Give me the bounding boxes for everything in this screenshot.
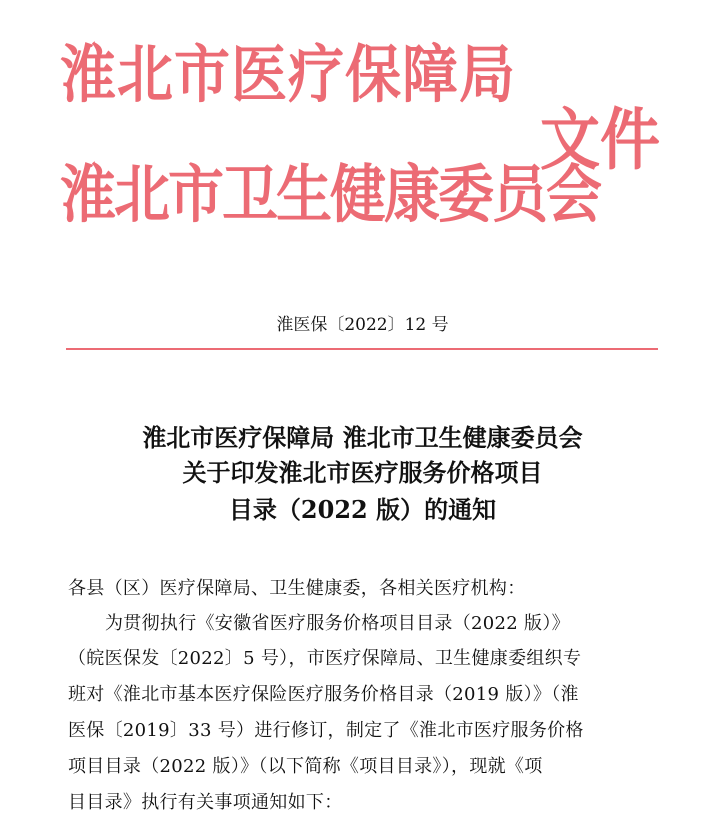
issuer-name-medical-security-bureau: 淮北市医疗保障局 (60, 38, 516, 112)
document-number: 淮医保〔2022〕12 号 (276, 315, 449, 335)
body-text-line: 项目目录（2022 版）》（以下简称《项目目录》），现就《项 (68, 756, 543, 777)
title-line-3: 目录（2022 版）的通知 (228, 495, 497, 524)
body-text-line: 班对《淮北市基本医疗保险医疗服务价格目录（2019 版）》（淮 (68, 684, 579, 705)
body-text-line: （皖医保发〔2022〕5 号），市医疗保障局、卫生健康委组织专 (68, 648, 582, 669)
document-header-suffix: 文件 (540, 101, 660, 180)
header-divider-line (66, 348, 658, 350)
title-line-2: 关于印发淮北市医疗服务价格项目 (182, 458, 543, 487)
issuer-name-health-commission: 淮北市卫生健康委员会 (60, 158, 600, 232)
title-line-1: 淮北市医疗保障局 淮北市卫生健康委员会 (142, 423, 583, 452)
body-text-line: 目目录》执行有关事项通知如下： (68, 792, 343, 813)
body-text-line: 为贯彻执行《安徽省医疗服务价格项目目录（2022 版）》 (105, 613, 570, 634)
salutation: 各县（区）医疗保障局、卫生健康委，各相关医疗机构： (68, 578, 526, 599)
body-text-line: 医保〔2019〕33 号）进行修订，制定了《淮北市医疗服务价格 (68, 720, 584, 741)
